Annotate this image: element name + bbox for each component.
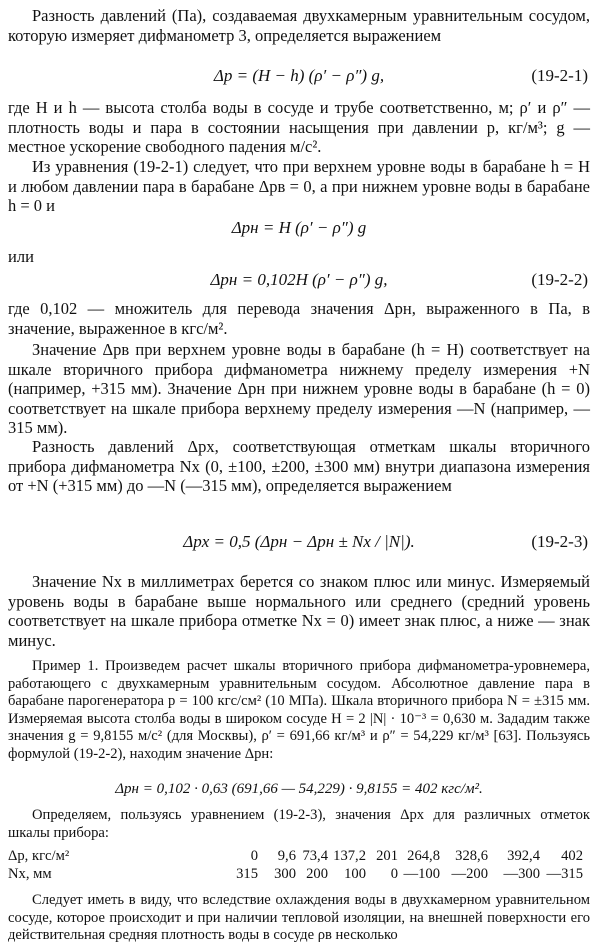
paragraph-example-1: Пример 1. Произведем расчет шкалы вторичного прибора дифманометра-уровнемера, работающего с двухкамерным уравнительным сосудом. Абсолютное давление пара в барабане парогенератора p = 100 кгс/см² (10 МПа). Шкала вторичного прибора N = ±315 мм. Измеряемая высота столба воды в широком сосуде H = 2 |N| · 10⁻³ = 0,630 м. Зададим также значения g = 9,8155 м/с² (для Москвы), ρ′ = 691,66 кг/м³ и ρ″ = 54,229 кг/м³ [63]. Пользуясь формулой (19-2-2), находим значение Δpн: <box>8 658 590 762</box>
paragraph-note-cooling: Следует иметь в виду, что вследствие охлаждения воды в двухкамерном уравнительном сосуде, которое происходит и при наличии тепловой изоляции, на внешней поверхности его действительная средняя плотность воды в сосуде ρв несколько <box>8 892 590 944</box>
table-cell: 100 <box>344 865 366 882</box>
equation-19-2-1 <box>8 64 590 88</box>
equation-formula: Δpн = 0,102 · 0,63 (691,66 — 54,229) · 9,8155 = 402 кгс/м². <box>115 781 483 797</box>
table-row-pressure <box>8 848 590 866</box>
paragraph-determine: Определяем, пользуясь уравнением (19-2-3), значения Δpx для различных отметок шкалы прибора: <box>8 807 590 841</box>
table-cell: 328,6 <box>455 848 488 864</box>
equation-example-result <box>8 777 590 801</box>
table-row-label: Nx, мм <box>8 865 52 882</box>
table-cell: 300 <box>274 865 296 882</box>
table-cell: 264,8 <box>407 848 440 864</box>
equation-19-2-2 <box>8 268 590 292</box>
table-cell: 73,4 <box>302 848 328 864</box>
table-row-label: Δp, кгс/м² <box>8 848 70 864</box>
paragraph-upper-lower-level: Из уравнения (19-2-1) следует, что при верхнем уровне воды в барабане h = H и любом давлении пара в барабане Δpв = 0, а при нижнем уровне воды в барабане h = 0 и <box>8 157 590 216</box>
table-cell: 315 <box>236 865 258 882</box>
paragraph-variables: где H и h — высота столба воды в сосуде и трубе соответственно, м; ρ′ и ρ″ — плотность воды и пара в состоянии насыщения при давлении p, кг/м³; g — местное ускорение свободного падения м/с². <box>8 98 590 157</box>
table-cell: —300 <box>503 865 540 882</box>
table-cell: 200 <box>306 865 328 882</box>
table-cell: 392,4 <box>507 848 540 864</box>
paragraph-scale-marks: Разность давлений Δpx, соответствующая отметкам шкалы вторичного прибора дифманометра Nx (0, ±100, ±200, ±300 мм) внутри диапазона измерения от +N (+315 мм) до —N (—315 мм), определяется выражением <box>8 437 590 496</box>
equation-formula: Δpн = 0,102H (ρ′ − ρ″) g, <box>210 270 388 289</box>
paragraph-multiplier: где 0,102 — множитель для перевода значения Δpн, выраженного в Па, в значение, выраженное в кгс/м². <box>8 299 590 338</box>
table-cell: —100 <box>403 865 440 882</box>
paragraph-scale-limits: Значение Δpв при верхнем уровне воды в барабане (h = H) соответствует на шкале вторичного прибора дифманометра нижнему пределу измерения +N (например, +315 мм). Значение Δpн при нижнем уровне воды в барабане (h = 0) соответствует на шкале прибора верхнему пределу измерения —N (например, —315 мм). <box>8 340 590 438</box>
table-cell: 0 <box>390 865 398 882</box>
table-cell: 9,6 <box>277 848 296 864</box>
equation-number: (19-2-2) <box>531 270 588 289</box>
equation-formula: Δp = (H − h) (ρ′ − ρ″) g, <box>213 66 385 85</box>
paragraph-sign-convention: Значение Nx в миллиметрах берется со знаком плюс или минус. Измеряемый уровень воды в барабане выше нормального или среднего (средний уровень соответствует на шкале прибора отметке Nx = 0) имеет знак плюс, а ниже — знак минус. <box>8 572 590 650</box>
equation-19-2-3 <box>8 530 590 554</box>
paragraph-intro: Разность давлений (Па), создаваемая двухкамерным уравнительным сосудом, которую измеряет дифманометр 3, определяется выражением <box>8 6 590 45</box>
equation-delta-p-lower <box>8 216 590 240</box>
paragraph-or: или <box>8 247 34 266</box>
table-cell: —200 <box>451 865 488 882</box>
scale-table <box>8 848 590 883</box>
table-cell: 0 <box>250 848 258 864</box>
table-cell: 137,2 <box>333 848 366 864</box>
table-cell: —315 <box>546 865 583 882</box>
equation-formula: Δpx = 0,5 (Δpн − Δpн ± Nx / |N|). <box>183 532 415 551</box>
table-row-scale <box>8 866 590 884</box>
equation-number: (19-2-3) <box>531 532 588 551</box>
equation-formula: Δpн = H (ρ′ − ρ″) g <box>231 218 367 237</box>
table-cell: 402 <box>561 848 583 864</box>
equation-number: (19-2-1) <box>531 66 588 85</box>
table-cell: 201 <box>376 848 398 864</box>
